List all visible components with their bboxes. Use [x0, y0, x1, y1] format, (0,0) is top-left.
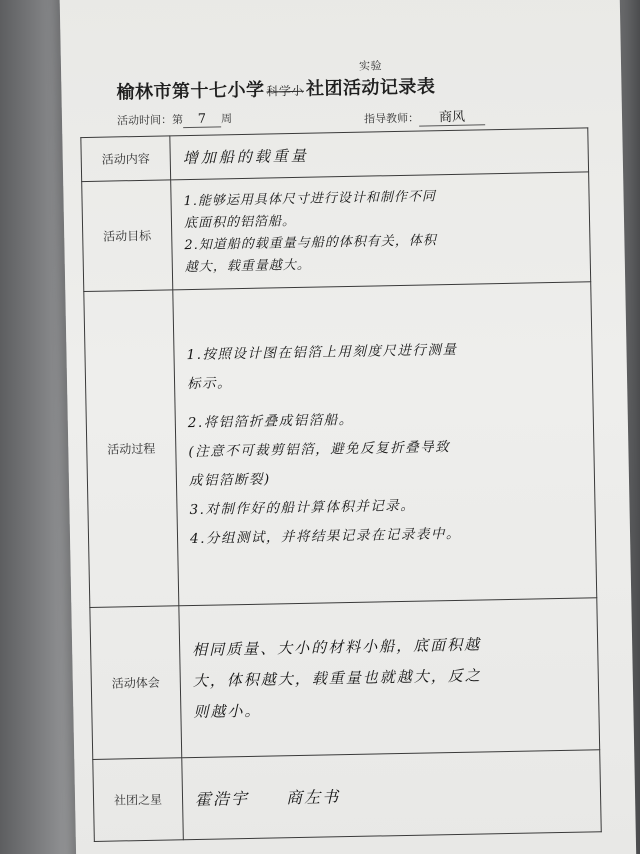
- row-star: [93, 750, 601, 842]
- title-suffix: 社团活动记录表: [305, 76, 436, 100]
- sheet-title: [116, 59, 586, 104]
- row-goal: [82, 172, 591, 292]
- reflection-line: 则越小。: [193, 701, 262, 722]
- process-line: (注意不可裁剪铝箔，避免反复折叠导致: [188, 439, 451, 461]
- activity-time: [117, 110, 232, 129]
- goal-line: 越大，载重量越大。: [184, 257, 311, 275]
- label-star: 社团之星: [93, 758, 184, 842]
- cell-star: [182, 750, 601, 840]
- process-line: 成铝箔断裂): [188, 471, 271, 490]
- teacher-name: 商风: [419, 105, 485, 126]
- instructor: [364, 105, 485, 127]
- week-value: 7: [183, 111, 221, 128]
- process-line: 2.将铝箔折叠成铝箔船。: [187, 411, 354, 432]
- cell-process: [173, 282, 597, 606]
- label-reflection: 活动体会: [90, 606, 182, 760]
- goal-line: 2.知道船的载重量与船的体积有关，体积: [184, 232, 437, 253]
- star-name: 霍浩宇: [194, 788, 250, 810]
- label-process: 活动过程: [84, 290, 179, 608]
- row-reflection: [90, 598, 600, 760]
- process-line: 标示。: [186, 375, 233, 393]
- record-sheet: [59, 0, 636, 854]
- title-prefix: 榆林市第十七小学: [116, 79, 265, 104]
- week-unit: 周: [220, 112, 233, 126]
- time-label: 活动时间：第: [116, 113, 184, 128]
- star-name: 商左书: [285, 787, 341, 808]
- label-content: 活动内容: [81, 136, 171, 182]
- cell-reflection: [179, 598, 600, 758]
- content-text: 增加船的载重量: [182, 146, 309, 168]
- process-line: 1.按照设计图在铝箔上用刻度尺进行测量: [186, 341, 458, 364]
- reflection-line: 大，体积越大，载重量也就越大，反之: [192, 666, 482, 691]
- process-line: 4.分组测试，并将结果记录在记录表中。: [189, 525, 462, 548]
- reflection-line: 相同质量、大小的材料小船，底面积越: [192, 635, 482, 660]
- record-table: [80, 127, 601, 842]
- row-process: [84, 282, 597, 608]
- cell-goal: [171, 172, 591, 290]
- teacher-label: 指导教师：: [363, 111, 420, 126]
- process-line: 3.对制作好的船计算体积并记录。: [189, 497, 416, 519]
- title-crossed-insert: 科学小: [266, 83, 305, 99]
- goal-line: 1.能够运用具体尺寸进行设计和制作不同: [183, 188, 437, 209]
- title-inserted-above: 实验: [358, 59, 383, 73]
- goal-line: 底面积的铝箔船。: [183, 213, 297, 231]
- label-goal: 活动目标: [82, 180, 173, 292]
